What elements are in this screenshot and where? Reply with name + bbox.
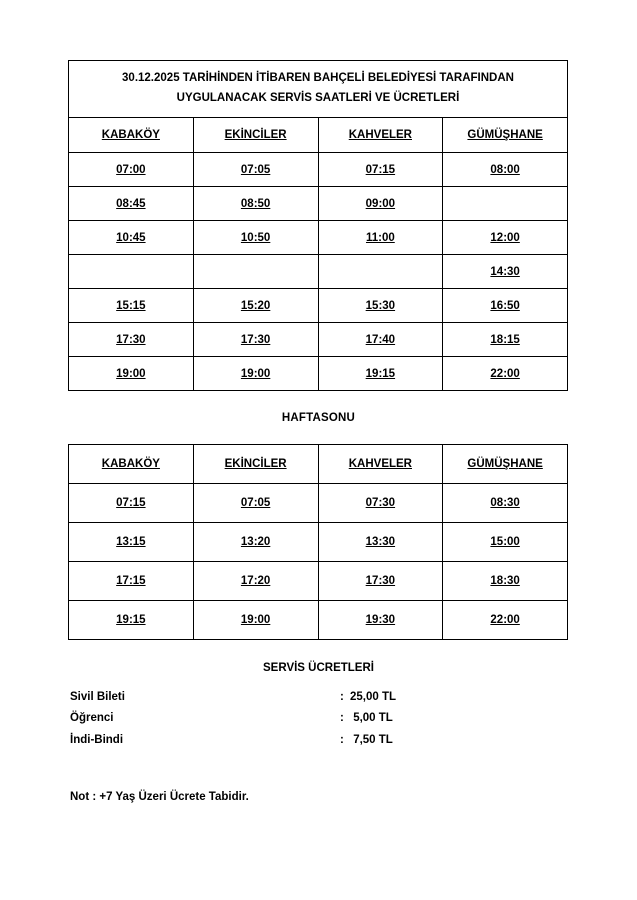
- time-cell: [443, 562, 568, 601]
- time-value: 15:15: [116, 299, 146, 312]
- table-header-row: [69, 445, 568, 484]
- time-value: 07:15: [365, 163, 396, 176]
- time-cell: [193, 562, 318, 601]
- time-cell: [69, 484, 194, 523]
- time-value: 17:40: [365, 333, 396, 346]
- time-value: 08:50: [240, 197, 271, 210]
- table-row: [69, 221, 568, 255]
- time-cell: [193, 484, 318, 523]
- time-value: 17:30: [365, 575, 396, 587]
- time-value: 19:00: [240, 614, 271, 626]
- time-cell: [193, 289, 318, 323]
- time-cell: [69, 523, 194, 562]
- time-value: 14:30: [490, 265, 520, 278]
- time-value: 13:20: [240, 536, 271, 548]
- table-row: [69, 153, 568, 187]
- time-value: 13:30: [365, 536, 396, 548]
- fare-row: [70, 708, 490, 730]
- time-value: 13:15: [116, 536, 146, 548]
- time-value: 07:05: [240, 163, 271, 176]
- time-cell: [443, 523, 568, 562]
- time-value: 18:30: [490, 575, 520, 587]
- time-value: 15:00: [490, 536, 520, 548]
- time-cell: [69, 221, 194, 255]
- table-row: [69, 323, 568, 357]
- time-cell: [69, 357, 194, 391]
- time-cell: [443, 221, 568, 255]
- column-header-kabakoy: [69, 445, 194, 484]
- time-cell: [318, 601, 443, 640]
- time-value: 08:30: [490, 497, 520, 509]
- time-value: 17:20: [240, 575, 271, 587]
- column-header-kabakoy: KABAKÖY: [69, 118, 194, 153]
- footer-note: Not : +7 Yaş Üzeri Ücrete Tabidir.: [70, 791, 249, 803]
- time-cell: [69, 187, 194, 221]
- column-header-label: GÜMÜŞHANE: [467, 458, 543, 470]
- time-value: 07:30: [365, 497, 396, 509]
- time-value: 22:00: [490, 367, 520, 380]
- time-cell: [193, 187, 318, 221]
- time-value: 19:15: [116, 614, 146, 626]
- time-value: 09:00: [365, 197, 396, 210]
- table-title-row: [69, 61, 568, 118]
- time-cell: [193, 601, 318, 640]
- column-header-label: KABAKÖY: [101, 458, 160, 470]
- time-value: 19:30: [365, 614, 396, 626]
- fare-value: 5,00 TL: [350, 712, 393, 725]
- time-cell: [193, 153, 318, 187]
- time-cell: [193, 255, 318, 289]
- time-value: 17:30: [240, 333, 271, 346]
- column-header-ekinciler: EKİNCİLER: [193, 118, 318, 153]
- time-cell: [318, 562, 443, 601]
- fare-separator: :: [340, 733, 344, 746]
- time-value: 15:30: [365, 299, 396, 312]
- time-cell: [443, 601, 568, 640]
- weekend-section-heading: HAFTASONU: [281, 412, 356, 424]
- fare-label: Öğrenci: [70, 712, 114, 725]
- column-header-gumushane: [443, 445, 568, 484]
- time-value: 15:20: [240, 299, 271, 312]
- time-value: 08:00: [490, 163, 520, 176]
- time-cell: [69, 601, 194, 640]
- time-value: 18:15: [490, 333, 520, 346]
- time-cell: [193, 357, 318, 391]
- fare-label: Sivil Bileti: [70, 690, 125, 703]
- fare-row: [70, 686, 490, 708]
- time-value: 19:00: [240, 367, 271, 380]
- column-header-kahveler: [318, 445, 443, 484]
- time-value: 19:00: [116, 367, 146, 380]
- time-cell: [443, 289, 568, 323]
- time-value: 22:00: [490, 614, 520, 626]
- table-header-row: [69, 118, 568, 153]
- time-cell: [69, 323, 194, 357]
- time-cell: [443, 187, 568, 221]
- time-cell: [318, 255, 443, 289]
- table-row: [69, 523, 568, 562]
- time-cell: [193, 523, 318, 562]
- fare-separator: :: [340, 712, 344, 725]
- time-value: 10:45: [116, 231, 146, 244]
- time-cell: [193, 323, 318, 357]
- schedule-title-line2: UYGULANACAK SERVİS SAATLERİ VE ÜCRETLERİ: [176, 92, 460, 104]
- time-value: 19:15: [365, 367, 396, 380]
- time-value: 17:30: [116, 333, 146, 346]
- table-row: [69, 187, 568, 221]
- time-cell: [318, 153, 443, 187]
- column-header-gumushane: GÜMÜŞHANE: [443, 118, 568, 153]
- fare-separator: :: [340, 690, 344, 703]
- column-header-ekinciler: [193, 445, 318, 484]
- column-header-label: KAHVELER: [348, 458, 412, 470]
- table-row: [69, 357, 568, 391]
- time-value: 08:45: [116, 197, 146, 210]
- weekday-schedule-table: [68, 60, 568, 391]
- time-cell: [318, 357, 443, 391]
- time-value: 12:00: [490, 231, 520, 244]
- time-cell: [69, 289, 194, 323]
- time-cell: [318, 289, 443, 323]
- column-header-label: EKİNCİLER: [224, 458, 287, 470]
- time-cell: [193, 221, 318, 255]
- time-cell: [318, 187, 443, 221]
- time-value: 10:50: [240, 231, 271, 244]
- time-cell: [69, 153, 194, 187]
- schedule-title-line1: 30.12.2025 TARİHİNDEN İTİBAREN BAHÇELİ BELEDİYESİ TARAFINDAN: [122, 72, 514, 85]
- time-cell: [318, 221, 443, 255]
- fare-label: İndi-Bindi: [70, 733, 124, 746]
- time-value: 16:50: [490, 299, 520, 312]
- table-row: [69, 562, 568, 601]
- fares-heading: SERVİS ÜCRETLERİ: [263, 662, 374, 674]
- weekend-schedule-table: [68, 444, 568, 640]
- time-value: 11:00: [365, 231, 395, 244]
- time-cell: [69, 255, 194, 289]
- time-value: 07:00: [116, 163, 146, 176]
- time-cell: [69, 562, 194, 601]
- time-value: 07:15: [116, 497, 146, 509]
- table-row: [69, 484, 568, 523]
- table-row: [69, 289, 568, 323]
- time-cell: [318, 484, 443, 523]
- schedule-title: [69, 61, 568, 118]
- table-row: [69, 601, 568, 640]
- time-cell: [443, 323, 568, 357]
- table-row: [69, 255, 568, 289]
- fare-row: [70, 729, 490, 751]
- time-cell: [443, 153, 568, 187]
- time-value: 07:05: [240, 497, 271, 509]
- time-value: 17:15: [116, 575, 146, 587]
- time-cell: [443, 484, 568, 523]
- time-cell: [318, 323, 443, 357]
- time-cell: [318, 523, 443, 562]
- fare-value: 7,50 TL: [350, 733, 393, 746]
- fare-value: 25,00 TL: [350, 690, 397, 703]
- column-header-kahveler: KAHVELER: [318, 118, 443, 153]
- time-cell: [443, 357, 568, 391]
- fares-list: [70, 686, 490, 751]
- time-cell: [443, 255, 568, 289]
